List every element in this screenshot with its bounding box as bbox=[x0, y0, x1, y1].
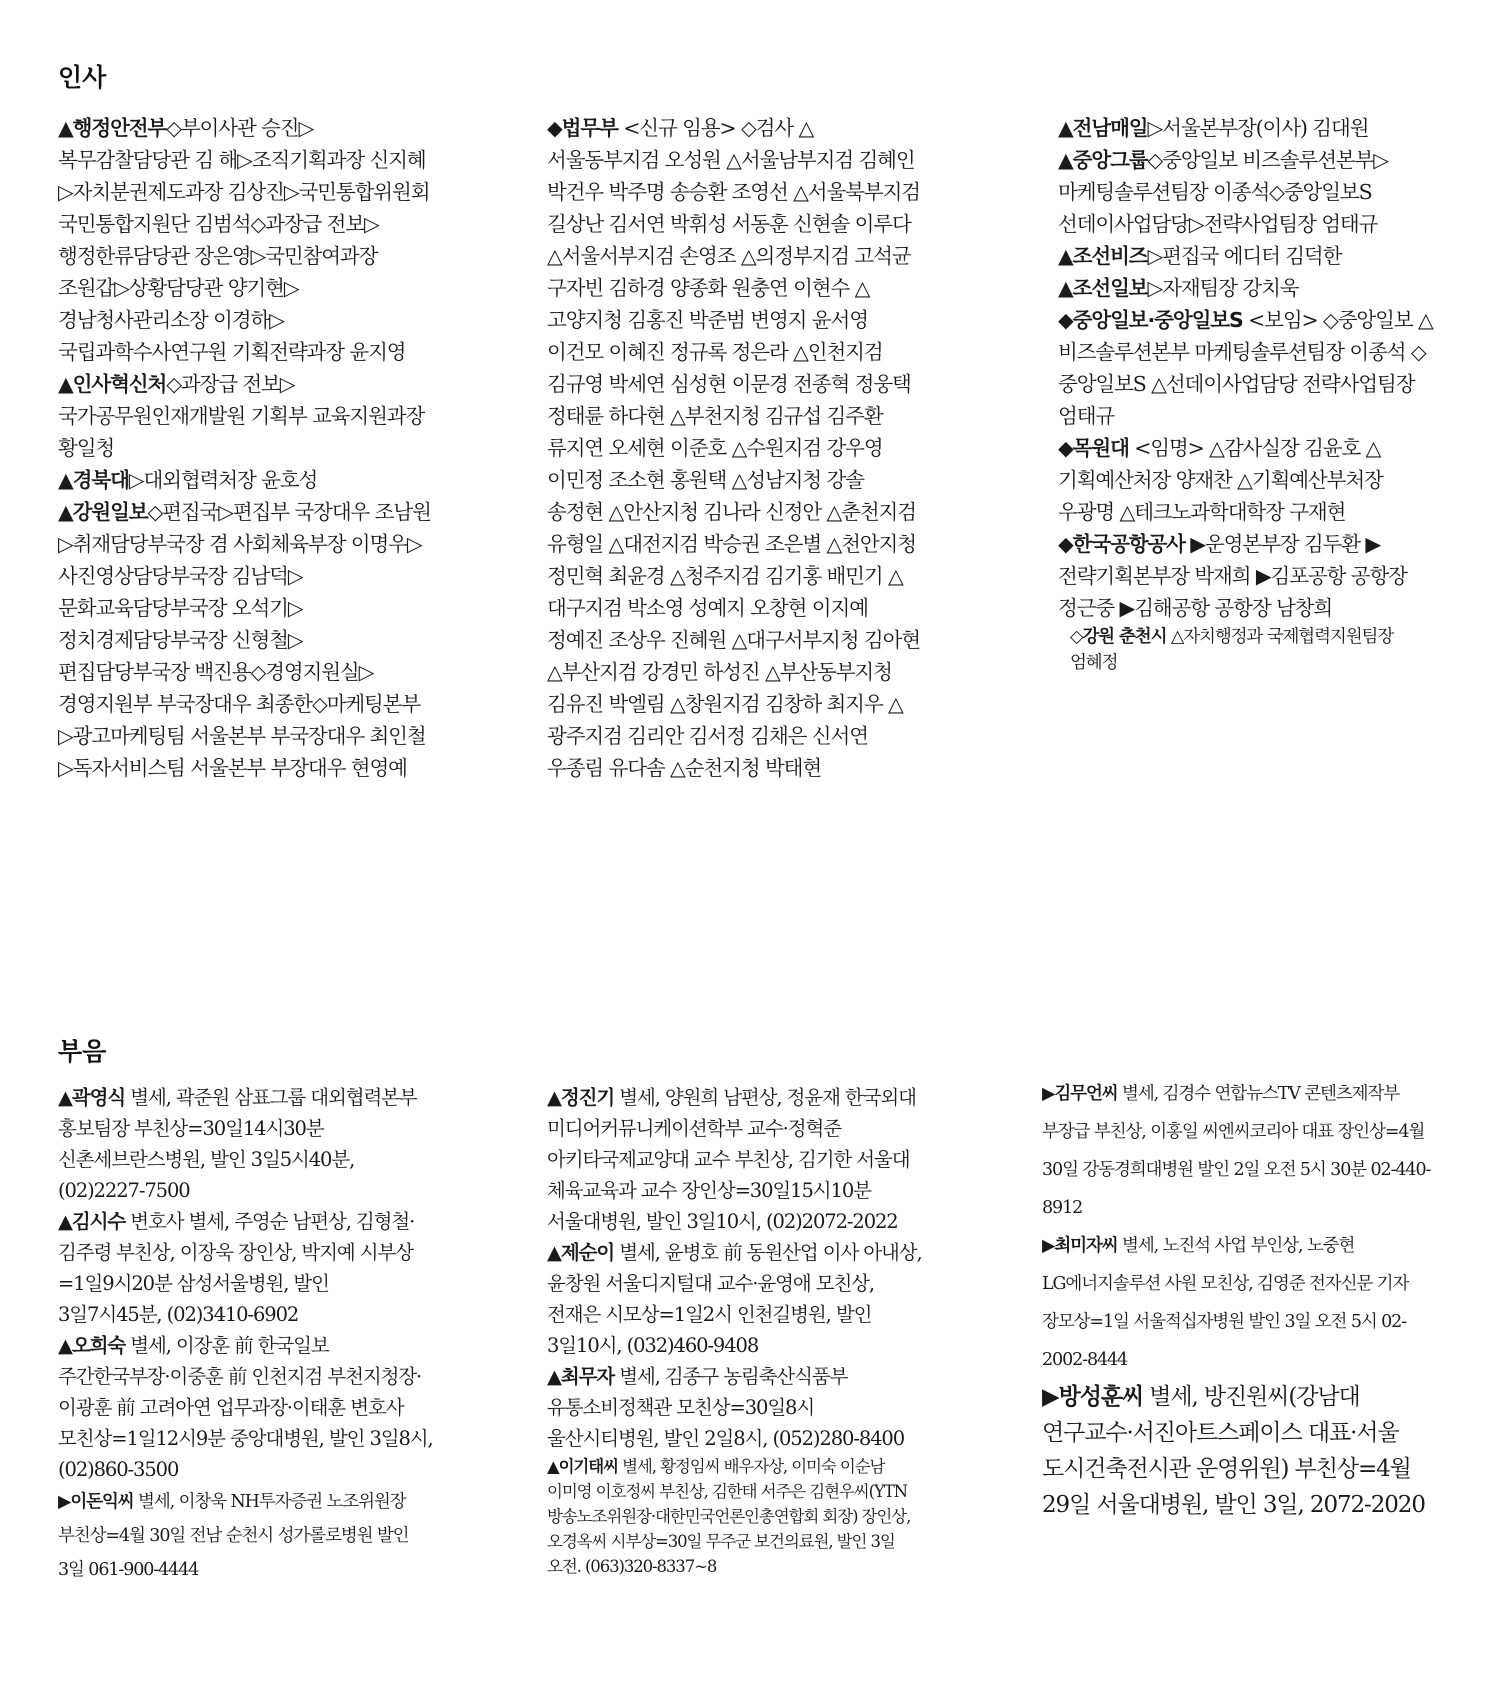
org-name: ◇강원 춘천시 bbox=[1070, 627, 1167, 647]
entry-text: 별세, 곽준원 삼표그룹 대외협력본부 홍보팀장 부친상=30일14시30분 신촌세브란스병원, 발인 3일5시40분, (02)2227-7500 bbox=[58, 1086, 417, 1202]
deceased-name: ▲정진기 bbox=[547, 1086, 615, 1109]
org-name: ◆법무부 bbox=[547, 116, 618, 140]
entry-text: 별세, 김종구 농림축산식품부 유통소비정책관 모친상=30일8시 울산시티병원, 발인 2일8시, (052)280-8400 bbox=[547, 1365, 905, 1450]
deceased-name: ▶최미자씨 bbox=[1042, 1236, 1118, 1256]
org-name: ▲인사혁신처 bbox=[58, 372, 167, 396]
org-name: ▲행정안전부 bbox=[58, 116, 167, 140]
insa-entry bbox=[547, 112, 922, 784]
entry-text: 별세, 방진원씨(강남대 연구교수·서진아트스페이스 대표·서울 도시건축전시관 운영위원) 부친상=4월 29일 서울대병원, 발인 3일, 2072-2020 bbox=[1042, 1384, 1425, 1518]
insa-entry bbox=[1058, 528, 1438, 624]
org-name: ◆한국공항공사 bbox=[1058, 532, 1185, 556]
org-name: ▲조선비즈 bbox=[1058, 244, 1148, 268]
org-name: ▲강원일보 bbox=[58, 500, 148, 524]
entry-text: ▷서울본부장(이사) 김대원 bbox=[1147, 116, 1369, 140]
bueum-column-2 bbox=[547, 1082, 922, 1579]
obituary-entry bbox=[58, 1330, 433, 1485]
deceased-name: ▲곽영식 bbox=[58, 1086, 126, 1109]
entry-text: ▷자재팀장 강치욱 bbox=[1147, 276, 1299, 300]
org-name: ▲중앙그룹 bbox=[1058, 148, 1148, 172]
entry-text: 별세, 김경수 연합뉴스TV 콘텐츠제작부 부장급 부친상, 이홍일 씨엔씨코리아 대표 장인상=4월 30일 강동경희대병원 발인 2일 오전 5시 30분 02-440-8912 bbox=[1042, 1084, 1431, 1218]
section-title-insa: 인사 bbox=[58, 63, 107, 92]
entry-text: 별세, 양원희 남편상, 정윤재 한국외대 미디어커뮤니케이션학부 교수·정혁준 아키타국제교양대 교수 부친상, 김기한 서울대 체육교육과 교수 장인상=30일15시10분 서울대병원, 발인 3일10시, (02)2072-2022 bbox=[547, 1086, 916, 1233]
entry-text: <보임> ◇중앙일보 △비즈솔루션본부 마케팅솔루션팀장 이종석 ◇중앙일보S △선데이사업담당 전략사업팀장 엄태규 bbox=[1058, 308, 1433, 428]
bueum-column-3 bbox=[1042, 1075, 1432, 1523]
deceased-name: ▲김시수 bbox=[58, 1210, 126, 1233]
entry-text: <임명> △감사실장 김윤호 △기획예산처장 양재찬 △기획예산부처장 우광명 △테크노과학대학장 구재현 bbox=[1058, 436, 1383, 524]
deceased-name: ▲최무자 bbox=[547, 1365, 615, 1388]
entry-text: 별세, 노진석 사업 부인상, 노중현 LG에너지솔루션 사원 모친상, 김영준 전자신문 기자 장모상=1일 서울적십자병원 발인 3일 오전 5시 02-2002-8444 bbox=[1042, 1236, 1409, 1370]
entry-text: 별세, 윤병호 前 동원산업 이사 아내상, 윤창원 서울디지털대 교수·윤영애 모친상, 전재은 시모상=1일2시 인천길병원, 발인 3일10시, (032)460-9408 bbox=[547, 1241, 922, 1357]
obituary-entry bbox=[1042, 1075, 1432, 1227]
entry-text: 별세, 이장훈 前 한국일보 주간한국부장·이중훈 前 인천지검 부천지청장·이광훈 前 고려아연 업무과장·이태훈 변호사 모친상=1일12시9분 중앙대병원, 발인 3일8시, (02)860-3500 bbox=[58, 1334, 433, 1481]
obituary-entry bbox=[547, 1454, 922, 1579]
deceased-name: ▶김무언씨 bbox=[1042, 1084, 1118, 1104]
deceased-name: ▶방성훈씨 bbox=[1042, 1384, 1144, 1410]
entry-text: ◇편집국▷편집부 국장대우 조남원▷취재담당부국장 겸 사회체육부장 이명우▷사진영상담당부국장 김남덕▷문화교육담당부국장 오석기▷정치경제담당부국장 신형철▷편집담당부국장 백진용◇경영지원실▷경영지원부 부국장대우 최종한◇마케팅본부▷광고마케팅팀 서울본부 부국장대우 최인철▷독자서비스팀 서울본부 부장대우 현영예 bbox=[58, 500, 431, 780]
org-name: ◆중앙일보·중앙일보S bbox=[1058, 308, 1243, 332]
org-name: ▲경북대 bbox=[58, 468, 129, 492]
obituary-entry bbox=[1042, 1227, 1432, 1379]
entry-text: 변호사 별세, 주영순 남편상, 김형철·김주령 부친상, 이장욱 장인상, 박지예 시부상=1일9시20분 삼성서울병원, 발인 3일7시45분, (02)3410-6902 bbox=[58, 1210, 415, 1326]
insa-column-2 bbox=[547, 112, 922, 784]
org-name: ▲조선일보 bbox=[1058, 276, 1148, 300]
insa-entry bbox=[1058, 304, 1438, 432]
insa-entry bbox=[1058, 240, 1438, 272]
deceased-name: ▲오희숙 bbox=[58, 1334, 126, 1357]
obituary-entry bbox=[547, 1361, 922, 1454]
obituary-entry bbox=[58, 1082, 433, 1206]
deceased-name: ▶이돈익씨 bbox=[58, 1492, 134, 1512]
insa-column-1 bbox=[58, 112, 433, 784]
insa-entry bbox=[58, 112, 433, 368]
deceased-name: ▲제순이 bbox=[547, 1241, 615, 1264]
deceased-name: ▲이기태씨 bbox=[547, 1457, 618, 1476]
entry-text: ▶운영본부장 김두환 ▶전략기획본부장 박재희 ▶김포공항 공항장 정근중 ▶김해공항 공항장 남창희 bbox=[1058, 532, 1407, 620]
bueum-column-1 bbox=[58, 1082, 433, 1587]
entry-text: ▷대외협력처장 윤호성 bbox=[128, 468, 318, 492]
entry-text: △자치행정과 국제협력지원팀장 엄혜정 bbox=[1070, 627, 1394, 673]
insa-entry bbox=[58, 464, 433, 496]
entry-text: <신규 임용> ◇검사 △서울동부지검 오성원 △서울남부지검 김혜인 박건우 박주명 송승환 조영선 △서울북부지검 길상난 김서연 박휘성 서동훈 신현솔 이루다 △서울서부지검 손영조 △의정부지검 고석균 구자빈 김하경 양종화 원충연 이현수 △고양지청 김홍진 박준범 변영지 윤서영 이건모 이혜진 정규록 정은라 △인천지검 김규영 박세연 심성현 이문경 전종혁 정웅택 정태륜 하다현 △부천지청 김규섭 김주환 류지연 오세현 이준호 △수원지검 강우영 이민정 조소현 홍원택 △성남지청 강솔 송정현 △안산지청 김나라 신정안 △춘천지검 유형일 △대전지검 박승권 조은별 △천안지청 정민혁 최윤경 △청주지검 김기홍 배민기 △대구지검 박소영 성예지 오창현 이지예 정예진 조상우 진혜원 △대구서부지청 김아현 △부산지검 강경민 하성진 △부산동부지청 김유진 박엘림 △창원지검 김창하 최지우 △광주지검 김리안 김서정 김채은 신서연 우종림 유다솜 △순천지청 박태현 bbox=[547, 116, 920, 780]
entry-text: 별세, 이창욱 NH투자증권 노조위원장 부친상=4월 30일 전남 순천시 성가롤로병원 발인 3일 061-900-4444 bbox=[58, 1492, 409, 1580]
org-name: ▲전남매일 bbox=[1058, 116, 1148, 140]
insa-entry bbox=[1058, 272, 1438, 304]
org-name: ◆목원대 bbox=[1058, 436, 1129, 460]
entry-text: ▷편집국 에디터 김덕한 bbox=[1147, 244, 1342, 268]
insa-entry bbox=[58, 368, 433, 464]
insa-entry bbox=[1058, 144, 1438, 240]
obituary-entry bbox=[1042, 1379, 1432, 1523]
entry-text: ◇과장급 전보▷국가공무원인재개발원 기획부 교육지원과장 황일청 bbox=[58, 372, 425, 460]
entry-text: ◇중앙일보 비즈솔루션본부▷마케팅솔루션팀장 이종석◇중앙일보S 선데이사업담당▷전략사업팀장 엄태규 bbox=[1058, 148, 1388, 236]
insa-entry bbox=[1058, 432, 1438, 528]
insa-entry bbox=[1058, 112, 1438, 144]
obituary-entry bbox=[547, 1237, 922, 1361]
section-title-bueum: 부음 bbox=[58, 1037, 107, 1066]
obituary-entry bbox=[58, 1485, 433, 1587]
obituary-entry bbox=[58, 1206, 433, 1330]
insa-column-3 bbox=[1058, 112, 1438, 676]
entry-text: ◇부이사관 승진▷복무감찰담당관 김 해▷조직기획과장 신지혜▷자치분권제도과장 김상진▷국민통합위원회 국민통합지원단 김범석◇과장급 전보▷행정한류담당관 장은영▷국민참여과장 조원갑▷상황담당관 양기현▷경남청사관리소장 이경하▷국립과학수사연구원 기획전략과장 윤지영 bbox=[58, 116, 430, 364]
entry-text: 별세, 황정임씨 배우자상, 이미숙 이순남 이미영 이호정씨 부친상, 김한태 서주은 김현우씨(YTN 방송노조위원장·대한민국언론인총연합회 회장) 장인상, 오경옥씨 시부상=30일 무주군 보건의료원, 발인 3일 오전. (063)320-8337∼8 bbox=[547, 1457, 911, 1576]
insa-entry bbox=[1058, 624, 1438, 676]
insa-entry bbox=[58, 496, 433, 784]
obituary-entry bbox=[547, 1082, 922, 1237]
